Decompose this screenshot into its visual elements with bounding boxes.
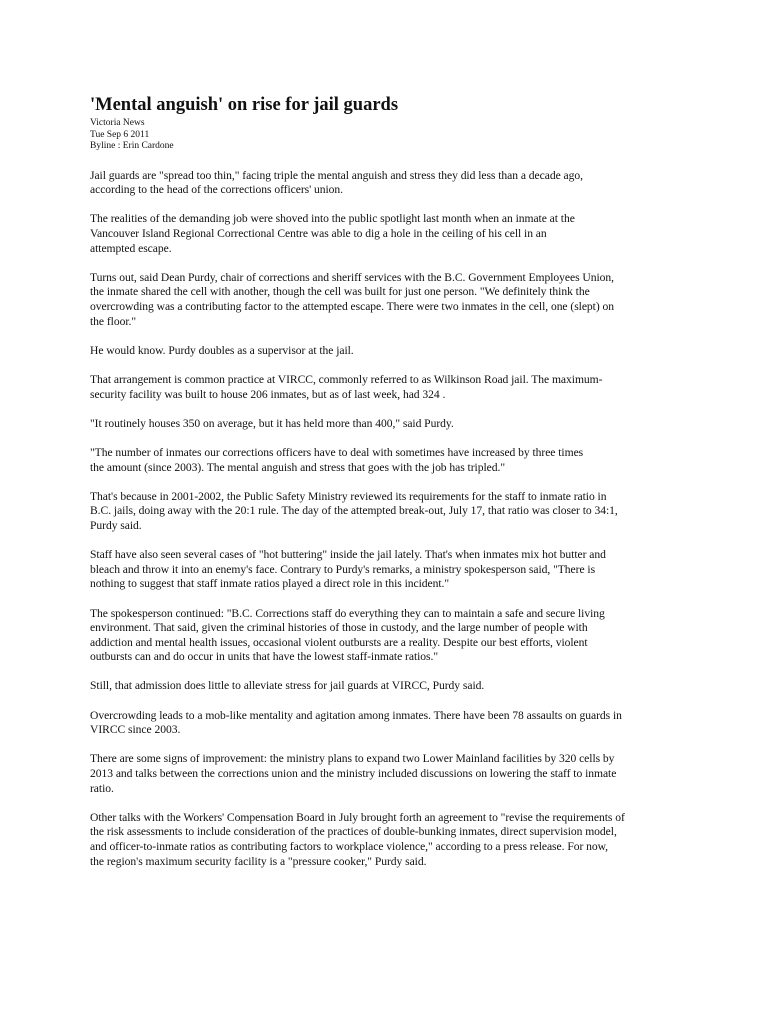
paragraph-line: The spokesperson continued: "B.C. Corrections staff do everything they can to maintain a safe and secure living (90, 606, 605, 620)
paragraph-line: the floor." (90, 314, 137, 328)
article-paragraph (90, 169, 675, 198)
paragraph-line: attempted escape. (90, 241, 172, 255)
article-date: Tue Sep 6 2011 (90, 129, 150, 140)
article-paragraph (90, 709, 675, 738)
article-paragraph (90, 212, 675, 256)
paragraph-line: That arrangement is common practice at VIRCC, commonly referred to as Wilkinson Road jail. The maximum- (90, 373, 603, 386)
paragraph-line: Other talks with the Workers' Compensation Board in July brought forth an agreement to "revise the requirements of (90, 810, 625, 824)
paragraph-line: "It routinely houses 350 on average, but it has held more than 400," said Purdy. (90, 416, 454, 430)
article-paragraph (90, 679, 675, 694)
paragraph-line: That's because in 2001-2002, the Public Safety Ministry reviewed its requirements for the staff to inmate ratio in (90, 489, 607, 503)
paragraph-line: bleach and throw it into an enemy's face. Contrary to Purdy's remarks, a ministry spokesperson said, "There is (90, 562, 596, 576)
article-paragraph (90, 417, 675, 432)
paragraph-line: ratio. (90, 781, 114, 795)
paragraph-line: the amount (since 2003). The mental anguish and stress that goes with the job has tripled." (90, 460, 506, 474)
paragraph-line: nothing to suggest that staff inmate ratios played a direct role in this incident." (90, 577, 450, 591)
article-meta (90, 118, 675, 153)
paragraph-line: security facility was built to house 206 inmates, but as of last week, had 324 . (90, 387, 446, 401)
paragraph-line: 2013 and talks between the corrections union and the ministry included discussions on lowering the staff to inmate (90, 767, 617, 781)
paragraph-line: according to the head of the corrections officers' union. (90, 183, 344, 197)
paragraph-line: Vancouver Island Regional Correctional Centre was able to dig a hole in the ceiling of his cell in an (90, 227, 547, 241)
article-paragraph (90, 607, 675, 665)
article-paragraph (90, 271, 675, 329)
paragraph-line: Jail guards are "spread too thin," facing triple the mental anguish and stress they did less than a decade ago, (90, 168, 583, 182)
article-paragraph (90, 752, 675, 796)
article-paragraph (90, 446, 675, 475)
article-paragraph (90, 373, 675, 402)
article-paragraph (90, 490, 675, 534)
paragraph-line: the region's maximum security facility is a "pressure cooker," Purdy said. (90, 854, 427, 868)
paragraph-line: the inmate shared the cell with another, though the cell was built for just one person. "We definitely think the (90, 285, 590, 299)
article-headline: 'Mental anguish' on rise for jail guards (90, 95, 399, 115)
article (90, 94, 675, 884)
paragraph-line: He would know. Purdy doubles as a supervisor at the jail. (90, 343, 354, 357)
paragraph-line: overcrowding was a contributing factor to the attempted escape. There were two inmates in the cell, one (slept) on (90, 300, 614, 314)
paragraph-line: Purdy said. (90, 518, 142, 532)
article-paragraph (90, 811, 675, 869)
article-paragraph (90, 344, 675, 359)
paragraph-line: VIRCC since 2003. (90, 723, 181, 737)
paragraph-line: addiction and mental health issues, occasional violent outbursts are a reality. Despite our best efforts, violent (90, 635, 588, 649)
paragraph-line: Still, that admission does little to alleviate stress for jail guards at VIRCC, Purdy said. (90, 679, 485, 693)
paragraph-line: There are some signs of improvement: the ministry plans to expand two Lower Mainland facilities by 320 cells by (90, 752, 615, 766)
paragraph-line: and officer-to-inmate ratios as contributing factors to workplace violence," according to a press release. For now, (90, 840, 609, 853)
paragraph-line: Overcrowding leads to a mob-like mentality and agitation among inmates. There have been 78 assaults on guards in (90, 708, 622, 722)
paragraph-line: environment. That said, given the criminal histories of those in custody, and the large number of people with (90, 621, 588, 635)
paragraph-line: B.C. jails, doing away with the 20:1 rule. The day of the attempted break-out, July 17, that ratio was closer to 34:1, (90, 504, 618, 518)
paragraph-line: Staff have also seen several cases of "hot buttering" inside the jail lately. That's when inmates mix hot butter and (90, 548, 606, 562)
paragraph-line: the risk assessments to include consideration of the practices of double-bunking inmates, direct supervision model, (90, 825, 617, 839)
article-source: Victoria News (90, 118, 145, 129)
article-byline: Byline : Erin Cardone (90, 141, 174, 152)
article-paragraph (90, 548, 675, 592)
paragraph-line: outbursts can and do occur in units that have the lowest staff-inmate ratios." (90, 650, 439, 664)
article-body (90, 169, 675, 870)
paragraph-line: "The number of inmates our corrections officers have to deal with sometimes have increased by three times (90, 445, 584, 459)
paragraph-line: Turns out, said Dean Purdy, chair of corrections and sheriff services with the B.C. Government Employees Union, (90, 270, 615, 284)
paragraph-line: The realities of the demanding job were shoved into the public spotlight last month when an inmate at the (90, 212, 575, 226)
